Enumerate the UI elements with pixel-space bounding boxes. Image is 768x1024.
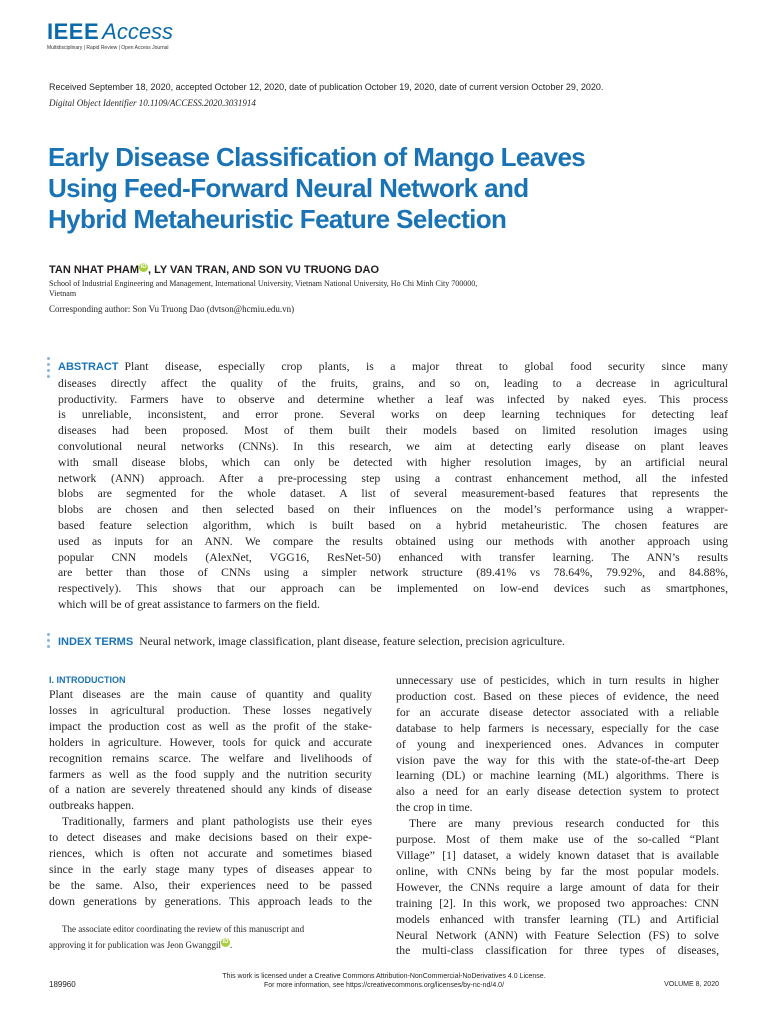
text-line: of a nation are severely threatened should any kinds of disease — [49, 783, 372, 797]
text-line: the multi-class classification for three types of diseases, — [396, 944, 719, 958]
paper-title — [48, 142, 708, 235]
abstract-line: diseases directly affect the quality of the fruits, grains, and so on, leading to a decrease in agricultural — [58, 376, 728, 390]
title-line: Using Feed-Forward Neural Network and — [48, 173, 529, 203]
paragraph — [49, 687, 372, 814]
index-terms-label: INDEX TERMS — [58, 636, 134, 648]
other-authors: , LY VAN TRAN, AND SON VU TRUONG DAO — [148, 264, 380, 276]
left-column — [49, 673, 372, 910]
text-line: down generations by generations. This approach leads to the — [49, 894, 372, 908]
index-terms — [58, 634, 738, 650]
affiliation — [49, 279, 609, 299]
author-list — [49, 263, 379, 277]
logo-access: Access — [102, 19, 174, 44]
page-number: 189960 — [49, 980, 76, 989]
index-terms-marker-icon — [47, 633, 51, 651]
abstract-line: with small disease blobs, which can only be detected with higher resolution images, by an artificial neural — [58, 455, 728, 469]
text-line: production cost. Based on these pieces of evidence, the need — [396, 689, 719, 703]
footnote — [49, 921, 372, 953]
abstract-line: blobs are segmented for the whole dataset. A list of several measurement-based features that represents the — [58, 487, 728, 501]
text-line: online, with CNNs being by far the most popular models. — [396, 864, 719, 878]
footnote-line: approving it for publication was Jeon Gwanggil iD . — [49, 939, 233, 950]
text-line: database to help farmers is necessary, especially for the case — [396, 721, 719, 735]
text-line: Neural Network (ANN) with Feature Selection (FS) to solve — [396, 928, 719, 942]
abstract-line: diseases had been proposed. Most of them built their models based on limited resolution images using — [58, 424, 728, 438]
text-line: However, the CNNs require a large amount of data for their — [396, 880, 719, 894]
text-line: models enhanced with transfer learning (TL) and Artificial — [396, 912, 719, 926]
corresponding-author: Corresponding author: Son Vu Truong Dao (dvtson@hcmiu.edu.vn) — [49, 304, 295, 314]
text-line: of young and inexperienced ones. Advances in computer — [396, 737, 719, 751]
abstract-line: convolutional neural networks (CNNs). In this research, we aim at detecting early disease on plant leaves — [58, 439, 728, 453]
text-line: Plant diseases are the main cause of quantity and quality — [49, 688, 372, 701]
abstract-line: ABSTRACT Plant disease, especially crop plants, is a major threat to global food security since many — [58, 360, 728, 373]
abstract-line: popular CNN models (AlexNet, VGG16, ResNet-50) enhanced with transfer learning. The ANN’s results — [58, 550, 728, 564]
abstract-line: based feature selection algorithm, which is built based on a hybrid metaheuristic. The chosen features are — [58, 518, 728, 532]
abstract-label: ABSTRACT — [58, 361, 119, 373]
logo-ieee: IEEE — [47, 19, 100, 44]
index-terms-text: Neural network, image classification, plant disease, feature selection, precision agriculture. — [139, 635, 565, 648]
publication-dates: Received September 18, 2020, accepted October 12, 2020, date of publication October 19, 2020, date of current version October 29, 2020. — [49, 82, 604, 92]
orcid-icon[interactable]: iD — [140, 264, 147, 270]
affiliation-line: School of Industrial Engineering and Management, International University, Vietnam National University, Ho Chi Minh City 700000, — [49, 279, 478, 288]
text-line: riences, which is often not accurate and sometimes biased — [49, 847, 372, 861]
text-line: farmers as well as the food supply and the nutrition security — [49, 767, 372, 781]
first-author: TAN NHAT PHAM — [49, 264, 140, 276]
abstract-line: are better than those of CNNs using a simpler network structure (89.41% vs 78.64%, 79.92%, and 84.88%, — [58, 566, 728, 580]
affiliation-line: Vietnam — [49, 289, 77, 298]
text-line: vision pave the way for this with the state-of-the-art Deep — [396, 753, 719, 767]
paragraph — [49, 814, 372, 909]
text-line: impact the production cost as well as the profit of the stake- — [49, 719, 372, 733]
text-line: be the same. Also, their experiences need to be passed — [49, 878, 372, 892]
abstract-line: respectively). This shows that our approach can be implemented on low-end devices such as smartphones, — [58, 582, 728, 596]
section-heading: I. INTRODUCTION — [49, 675, 126, 685]
text-line: since in the early stage many types of diseases appear to — [49, 862, 372, 876]
title-line: Hybrid Metaheuristic Feature Selection — [48, 204, 507, 234]
text-line: the crop in time. — [396, 801, 473, 815]
text-line: outbreaks happen. — [49, 799, 135, 813]
title-line: Early Disease Classification of Mango Leaves — [48, 142, 586, 172]
text-line: Village” [1] dataset, a widely known dataset that is available — [396, 848, 719, 862]
orcid-icon[interactable]: iD — [222, 939, 229, 945]
text-line: for an accurate disease detector associated with a reliable — [396, 705, 719, 719]
abstract-line: productivity. Farmers have to observe and determine whether a leaf was infected by naked eyes. This process — [58, 392, 728, 406]
text-line: losses in agricultural production. These losses negatively — [49, 703, 372, 717]
journal-tagline: Multidisciplinary | Rapid Review | Open Access Journal — [47, 45, 169, 51]
volume-label: VOLUME 8, 2020 — [664, 981, 719, 988]
abstract-line: blobs are chosen and then selected based on their influences on the model’s performance using a wrapper- — [58, 503, 728, 517]
footnote-line: The associate editor coordinating the review of this manuscript and — [62, 924, 305, 934]
journal-logo-text — [47, 20, 173, 44]
text-line: There are many previous research conducted for this — [409, 817, 719, 831]
abstract-line: which will be of great assistance to farmers on the field. — [58, 597, 320, 611]
right-column — [396, 673, 719, 959]
license-line: This work is licensed under a Creative Commons Attribution-NonCommercial-NoDerivatives 4.0 License. — [222, 973, 546, 980]
abstract-line: network (ANN) approach. After a pre-processing step using a contrast enhancement method, all the infested — [58, 471, 728, 485]
abstract-line: used as inputs for an ANN. We compare the results obtained using our methods with another approach using — [58, 534, 728, 548]
text-line: holders in agriculture. However, tools for quick and accurate — [49, 735, 372, 749]
journal-logo — [47, 20, 173, 52]
text-line: Traditionally, farmers and plant pathologists use their eyes — [62, 815, 372, 829]
abstract-line: is unreliable, inconsistent, and error prone. Several works on deep learning techniques for detecting leaf — [58, 408, 728, 422]
paragraph — [396, 816, 719, 959]
doi: Digital Object Identifier 10.1109/ACCESS.2020.3031914 — [49, 98, 256, 108]
license-notice — [0, 972, 768, 990]
text-line: recognition remains scarce. The welfare and livelihoods of — [49, 751, 372, 765]
text-line: learning (DL) or machine learning (ML) algorithms. There is — [396, 769, 719, 783]
abstract — [58, 359, 728, 613]
license-link[interactable]: For more information, see https://creativecommons.org/licenses/by-nc-nd/4.0/ — [263, 982, 505, 989]
paragraph — [396, 673, 719, 816]
text-line: unnecessary use of pesticides, which in turn results in higher — [396, 674, 719, 687]
text-line: training [2]. In this work, we proposed two approaches: CNN — [396, 896, 719, 910]
text-line: also a need for an early disease detection system to protect — [396, 785, 719, 799]
text-line: to detect diseases and make decisions based on their expe- — [49, 831, 372, 845]
text-line: purpose. Most of them make use of the so-called “Plant — [396, 833, 719, 847]
abstract-marker-icon — [47, 357, 51, 381]
